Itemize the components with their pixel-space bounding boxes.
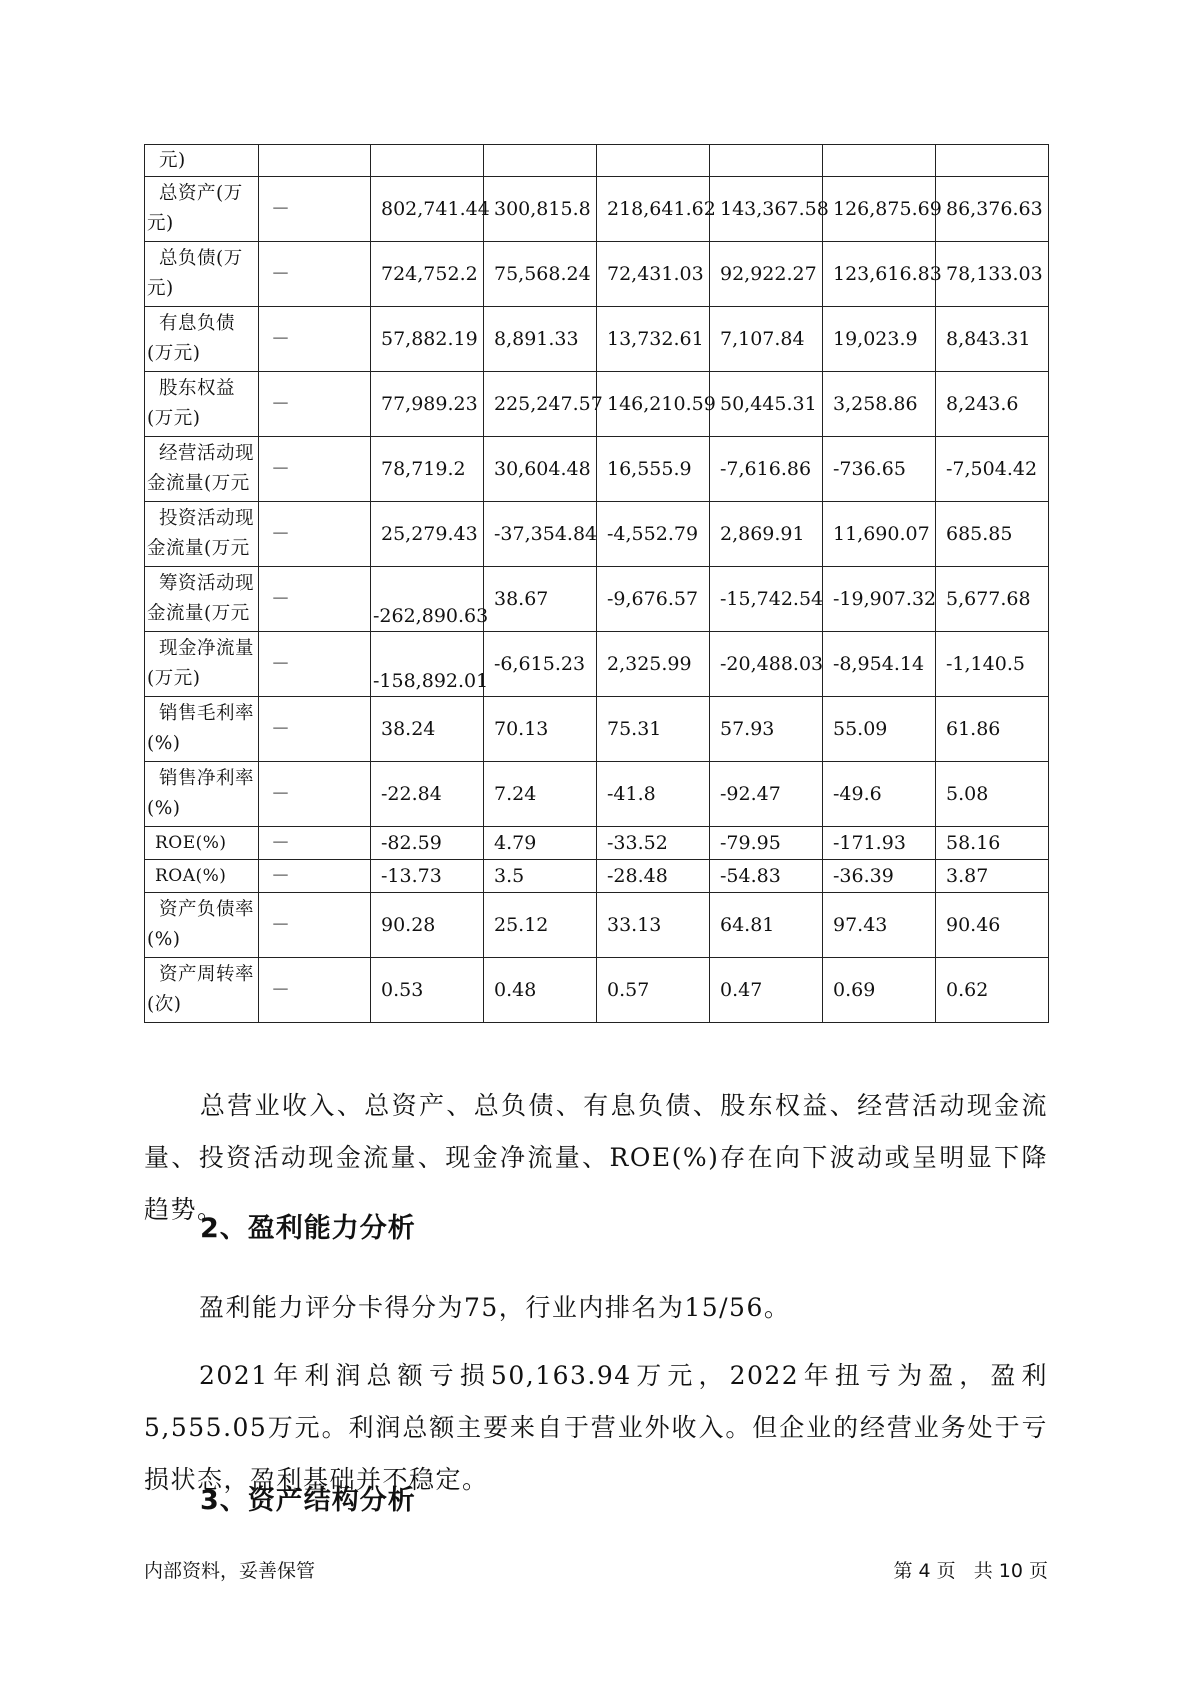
table-cell: 77,989.23 xyxy=(371,372,484,437)
table-cell: -13.73 xyxy=(371,860,484,893)
table-row xyxy=(145,437,1049,502)
table-cell: -92.47 xyxy=(710,762,823,827)
row-label: 资产负债率(%) xyxy=(145,893,259,958)
table-cell: 86,376.63 xyxy=(936,177,1049,242)
row-label: 现金净流量(万元) xyxy=(145,632,259,697)
table-cell: -7,616.86 xyxy=(710,437,823,502)
footer-confidential-note: 内部资料，妥善保管 xyxy=(144,1560,316,1582)
table-cell: 0.57 xyxy=(597,958,710,1023)
table-cell: -736.65 xyxy=(823,437,936,502)
table-cell: 25.12 xyxy=(484,893,597,958)
row-label: 总负债(万元) xyxy=(145,242,259,307)
table-cell: -22.84 xyxy=(371,762,484,827)
row-label: 有息负债(万元) xyxy=(145,307,259,372)
row-label: 元) xyxy=(145,145,259,177)
table-cell: -7,504.42 xyxy=(936,437,1049,502)
row-label: 经营活动现金流量(万元 xyxy=(145,437,259,502)
row-label: ROA(%) xyxy=(145,860,259,893)
table-cell xyxy=(259,145,371,177)
table-cell: 126,875.69 xyxy=(823,177,936,242)
row-label: 资产周转率(次) xyxy=(145,958,259,1023)
trend-summary-paragraph: 总营业收入、总资产、总负债、有息负债、股东权益、经营活动现金流量、投资活动现金流量、现金净流量、ROE(%)存在向下波动或呈明显下降趋势。 xyxy=(144,1091,1048,1224)
table-cell xyxy=(371,145,484,177)
table-cell: 2,869.91 xyxy=(710,502,823,567)
table-cell: 61.86 xyxy=(936,697,1049,762)
table-cell: 19,023.9 xyxy=(823,307,936,372)
table-cell: 55.09 xyxy=(823,697,936,762)
table-cell: － xyxy=(259,502,371,567)
table-cell: 3,258.86 xyxy=(823,372,936,437)
table-row xyxy=(145,697,1049,762)
table-cell: 90.28 xyxy=(371,893,484,958)
table-cell: － xyxy=(259,242,371,307)
table-cell: － xyxy=(259,860,371,893)
table-cell: -19,907.32 xyxy=(823,567,936,632)
table-cell: -28.48 xyxy=(597,860,710,893)
table-cell: 4.79 xyxy=(484,827,597,860)
table-cell: 38.67 xyxy=(484,567,597,632)
table-cell: 5,677.68 xyxy=(936,567,1049,632)
table-cell: 2,325.99 xyxy=(597,632,710,697)
table-cell: 75,568.24 xyxy=(484,242,597,307)
table-cell: 57,882.19 xyxy=(371,307,484,372)
table-cell: 97.43 xyxy=(823,893,936,958)
table-cell: 685.85 xyxy=(936,502,1049,567)
table-cell: － xyxy=(259,893,371,958)
table-cell: － xyxy=(259,372,371,437)
table-cell: -36.39 xyxy=(823,860,936,893)
row-label: 投资活动现金流量(万元 xyxy=(145,502,259,567)
row-label: 总资产(万元) xyxy=(145,177,259,242)
table-cell: 33.13 xyxy=(597,893,710,958)
table-cell: -79.95 xyxy=(710,827,823,860)
table-cell: 3.5 xyxy=(484,860,597,893)
table-cell: 8,243.6 xyxy=(936,372,1049,437)
table-cell: -82.59 xyxy=(371,827,484,860)
table-row xyxy=(145,242,1049,307)
table-cell: 225,247.57 xyxy=(484,372,597,437)
table-cell: -54.83 xyxy=(710,860,823,893)
table-cell xyxy=(484,145,597,177)
row-label: 筹资活动现金流量(万元 xyxy=(145,567,259,632)
table-cell: -8,954.14 xyxy=(823,632,936,697)
table-cell: 0.69 xyxy=(823,958,936,1023)
footer-page-number: 第 4 页 共 10 页 xyxy=(893,1560,1048,1582)
row-label: ROE(%) xyxy=(145,827,259,860)
section-heading-asset-structure: 3、资产结构分析 xyxy=(200,1485,416,1516)
table-cell: 724,752.2 xyxy=(371,242,484,307)
table-cell: 57.93 xyxy=(710,697,823,762)
table-cell: 123,616.83 xyxy=(823,242,936,307)
table-row xyxy=(145,177,1049,242)
table-row xyxy=(145,502,1049,567)
table-cell: -41.8 xyxy=(597,762,710,827)
table-cell: 0.53 xyxy=(371,958,484,1023)
table-cell: 8,843.31 xyxy=(936,307,1049,372)
table-cell: 92,922.27 xyxy=(710,242,823,307)
table-cell: － xyxy=(259,762,371,827)
table-cell: -9,676.57 xyxy=(597,567,710,632)
table-cell: 90.46 xyxy=(936,893,1049,958)
financial-indicators-table xyxy=(144,144,1049,1023)
table-cell: 143,367.58 xyxy=(710,177,823,242)
table-cell xyxy=(710,145,823,177)
table-cell: 72,431.03 xyxy=(597,242,710,307)
table-cell: 0.62 xyxy=(936,958,1049,1023)
table-cell: -158,892.01 xyxy=(371,632,484,697)
table-cell: － xyxy=(259,958,371,1023)
table-cell xyxy=(823,145,936,177)
table-cell: 8,891.33 xyxy=(484,307,597,372)
table-cell: 16,555.9 xyxy=(597,437,710,502)
table-cell: 30,604.48 xyxy=(484,437,597,502)
section-heading-profitability: 2、盈利能力分析 xyxy=(200,1213,416,1244)
table-cell: 146,210.59 xyxy=(597,372,710,437)
table-cell: -4,552.79 xyxy=(597,502,710,567)
table-cell: 7.24 xyxy=(484,762,597,827)
table-cell: -171.93 xyxy=(823,827,936,860)
table-cell: 75.31 xyxy=(597,697,710,762)
profit-analysis-paragraph: 2021年利润总额亏损50,163.94万元，2022年扭亏为盈，盈利5,555.05万元。利润总额主要来自于营业外收入。但企业的经营业务处于亏损状态，盈利基础并不稳定。 xyxy=(144,1361,1048,1494)
row-label: 销售毛利率(%) xyxy=(145,697,259,762)
table-cell: 38.24 xyxy=(371,697,484,762)
table-cell: -33.52 xyxy=(597,827,710,860)
table-row xyxy=(145,372,1049,437)
table-cell: -20,488.03 xyxy=(710,632,823,697)
table-cell: -15,742.54 xyxy=(710,567,823,632)
table-cell: － xyxy=(259,177,371,242)
row-label: 股东权益(万元) xyxy=(145,372,259,437)
table-cell: 50,445.31 xyxy=(710,372,823,437)
table-row xyxy=(145,860,1049,893)
table-cell: 7,107.84 xyxy=(710,307,823,372)
table-cell: － xyxy=(259,827,371,860)
table-cell: -1,140.5 xyxy=(936,632,1049,697)
table-row xyxy=(145,893,1049,958)
table-cell: － xyxy=(259,697,371,762)
table-cell: 300,815.8 xyxy=(484,177,597,242)
table-cell: 78,719.2 xyxy=(371,437,484,502)
table-cell: 64.81 xyxy=(710,893,823,958)
table-cell xyxy=(597,145,710,177)
table-cell: 3.87 xyxy=(936,860,1049,893)
table-cell: 78,133.03 xyxy=(936,242,1049,307)
table-row xyxy=(145,827,1049,860)
table-cell: -262,890.63 xyxy=(371,567,484,632)
table-row xyxy=(145,632,1049,697)
table-cell: 0.47 xyxy=(710,958,823,1023)
table-row xyxy=(145,567,1049,632)
table-cell: 11,690.07 xyxy=(823,502,936,567)
table-cell: － xyxy=(259,567,371,632)
row-label: 销售净利率(%) xyxy=(145,762,259,827)
table-cell: 802,741.44 xyxy=(371,177,484,242)
table-row xyxy=(145,958,1049,1023)
table-cell xyxy=(936,145,1049,177)
table-row xyxy=(145,307,1049,372)
table-row xyxy=(145,145,1049,177)
table-cell: -6,615.23 xyxy=(484,632,597,697)
table-cell: － xyxy=(259,307,371,372)
table-row xyxy=(145,762,1049,827)
table-cell: 218,641.62 xyxy=(597,177,710,242)
table-cell: 5.08 xyxy=(936,762,1049,827)
table-cell: -37,354.84 xyxy=(484,502,597,567)
table-cell: － xyxy=(259,437,371,502)
table-cell: -49.6 xyxy=(823,762,936,827)
table-cell: 25,279.43 xyxy=(371,502,484,567)
table-cell: 58.16 xyxy=(936,827,1049,860)
table-cell: 70.13 xyxy=(484,697,597,762)
table-cell: 13,732.61 xyxy=(597,307,710,372)
table-cell: － xyxy=(259,632,371,697)
profitability-score-paragraph: 盈利能力评分卡得分为75，行业内排名为15/56。 xyxy=(199,1293,791,1322)
table-cell: 0.48 xyxy=(484,958,597,1023)
